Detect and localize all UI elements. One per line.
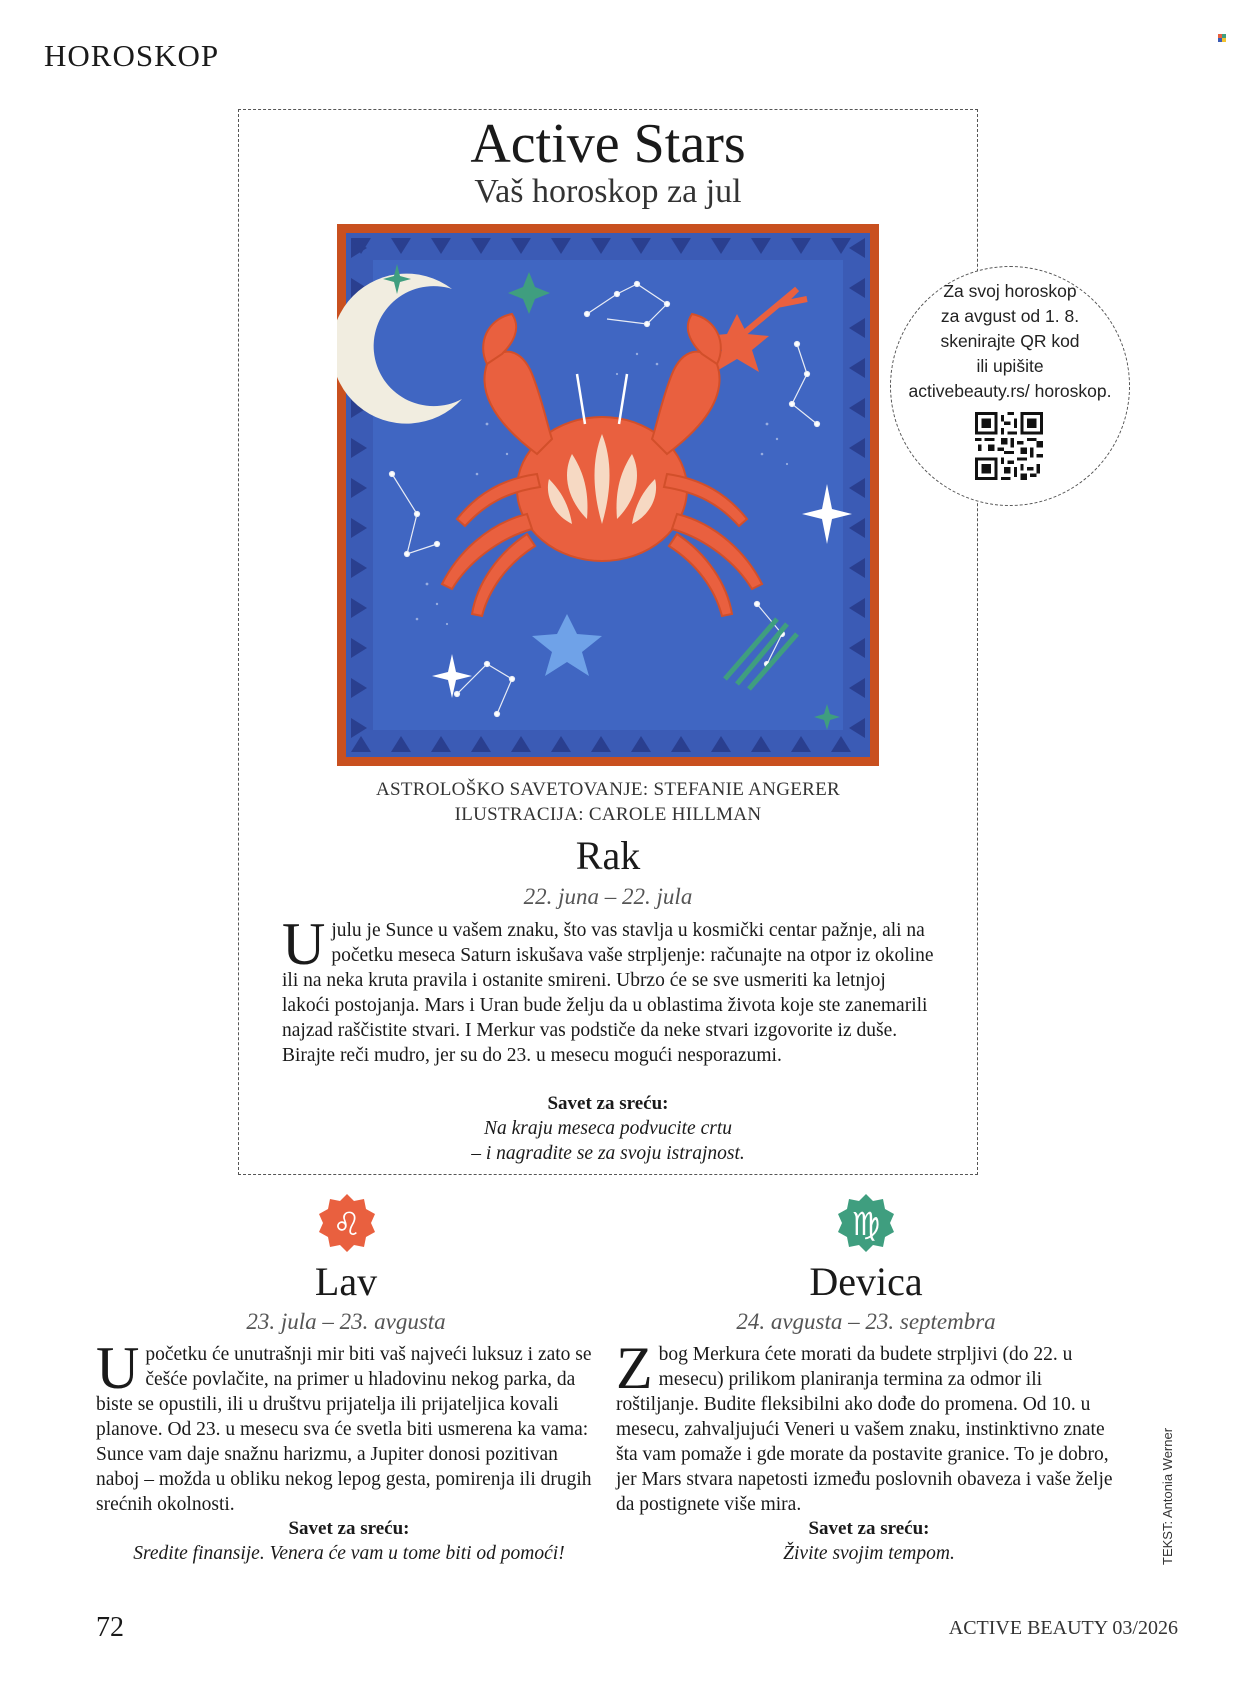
feature-title: Active Stars: [470, 113, 746, 175]
feature-credits: [238, 777, 978, 827]
rak-advice-line-2: – i nagradite se za svoju istrajnost.: [471, 1143, 745, 1164]
devica-dropcap: Z: [616, 1335, 653, 1401]
lav-text: početku će unutrašnji mir biti vaš najveći luksuz i zato se češće povlačite, na primer u hladovinu nekog parka, da biste se opustili, ili u društvu prijatelja ili prijateljica kovali planove. Od 23. u mesecu sva će svetla biti usmerena ka vama: Sunce vam daje snažnu harizmu, a Jupiter donosi pozitivan naboj – možda u obliku nekog lepog gesta, pomirenja ili drugih srećnih okolnosti.: [96, 1344, 592, 1515]
page-number: 72: [96, 1612, 124, 1643]
cancer-crab-illustration: [337, 224, 879, 766]
qr-promo-line: ili upišite: [976, 356, 1044, 376]
qr-code-icon[interactable]: [975, 412, 1043, 480]
page-marker-icon: [1218, 34, 1226, 42]
text-credit: TEKST: Antonia Werner: [1160, 1427, 1175, 1565]
lav-dates: 23. jula – 23. avgusta: [246, 1309, 446, 1334]
leo-glyph: ♌: [332, 1205, 362, 1243]
lav-name: Lav: [314, 1259, 378, 1304]
virgo-symbol-icon: [836, 1193, 896, 1253]
devica-body: [616, 1335, 1122, 1517]
devica-name: Devica: [809, 1259, 923, 1304]
feature-subtitle: Vaš horoskop za jul: [474, 173, 742, 210]
qr-promo-text: [891, 279, 1129, 404]
credit-astrology: ASTROLOŠKO SAVETOVANJE: STEFANIE ANGERER: [375, 779, 840, 800]
qr-promo-circle: [890, 266, 1130, 506]
qr-promo-line: Za svoj horoskop: [943, 281, 1077, 301]
rak-body: [282, 911, 938, 1068]
devica-advice-heading: Savet za sreću:: [808, 1518, 930, 1539]
devica-dates: 24. avgusta – 23. septembra: [736, 1309, 996, 1334]
rak-dropcap: U: [282, 911, 326, 977]
virgo-glyph: ♍: [851, 1205, 881, 1243]
rak-dates: 22. juna – 22. jula: [523, 884, 693, 909]
magazine-issue: ACTIVE BEAUTY 03/2026: [948, 1617, 1178, 1639]
devica-advice-text: Živite svojim tempom.: [783, 1543, 955, 1564]
credit-illustration: ILUSTRACIJA: CAROLE HILLMAN: [454, 804, 762, 825]
qr-promo-line: za avgust od 1. 8.: [940, 306, 1080, 326]
leo-symbol-icon: [317, 1193, 377, 1253]
devica-text: bog Merkura ćete morati da budete strpljivi (do 22. u mesecu) prilikom planiranja termina za odmor ili roštiljanje. Budite fleksibilni ako dođe do promena. Od 10. u mesecu, zahvaljujući Veneri u vašem znaku, instinktivno znate šta vam pomaže i gde morate da postavite granice. To je dobro, jer Mars stvara napetosti između poslovnih obaveza i vaše želje da postignete više mira.: [616, 1344, 1113, 1515]
rak-advice-line-1: Na kraju meseca podvucite crtu: [483, 1118, 732, 1139]
rak-text: julu je Sunce u vašem znaku, što vas stavlja u kosmički centar pažnje, ali na početku meseca Saturn iskušava vaše strpljenje: računajte na otpor iz okoline ili na neka kruta pravila i ostanite smireni. Ubrzo će se sve usmeriti ka letnjoj lakoći postojanja. Mars i Uran bude želju da u oblastima života koje ste zanemarili najzad raščistite stvari. I Merkur vas podstiče da neke stvari izgovorite iz duše. Birajte reči mudro, jer su do 23. u mesecu mogući nesporazumi.: [282, 920, 934, 1066]
lav-body: [96, 1335, 602, 1517]
qr-promo-line: activebeauty.rs/ horoskop.: [908, 381, 1112, 401]
section-label: HOROSKOP: [44, 38, 220, 73]
qr-promo-line: skenirajte QR kod: [940, 331, 1080, 351]
rak-advice-heading: Savet za sreću:: [547, 1093, 669, 1114]
lav-advice-text: Sredite finansije. Venera će vam u tome biti od pomoći!: [133, 1543, 565, 1564]
rak-name: Rak: [575, 833, 641, 878]
lav-dropcap: U: [96, 1335, 140, 1401]
lav-advice-heading: Savet za sreću:: [288, 1518, 410, 1539]
